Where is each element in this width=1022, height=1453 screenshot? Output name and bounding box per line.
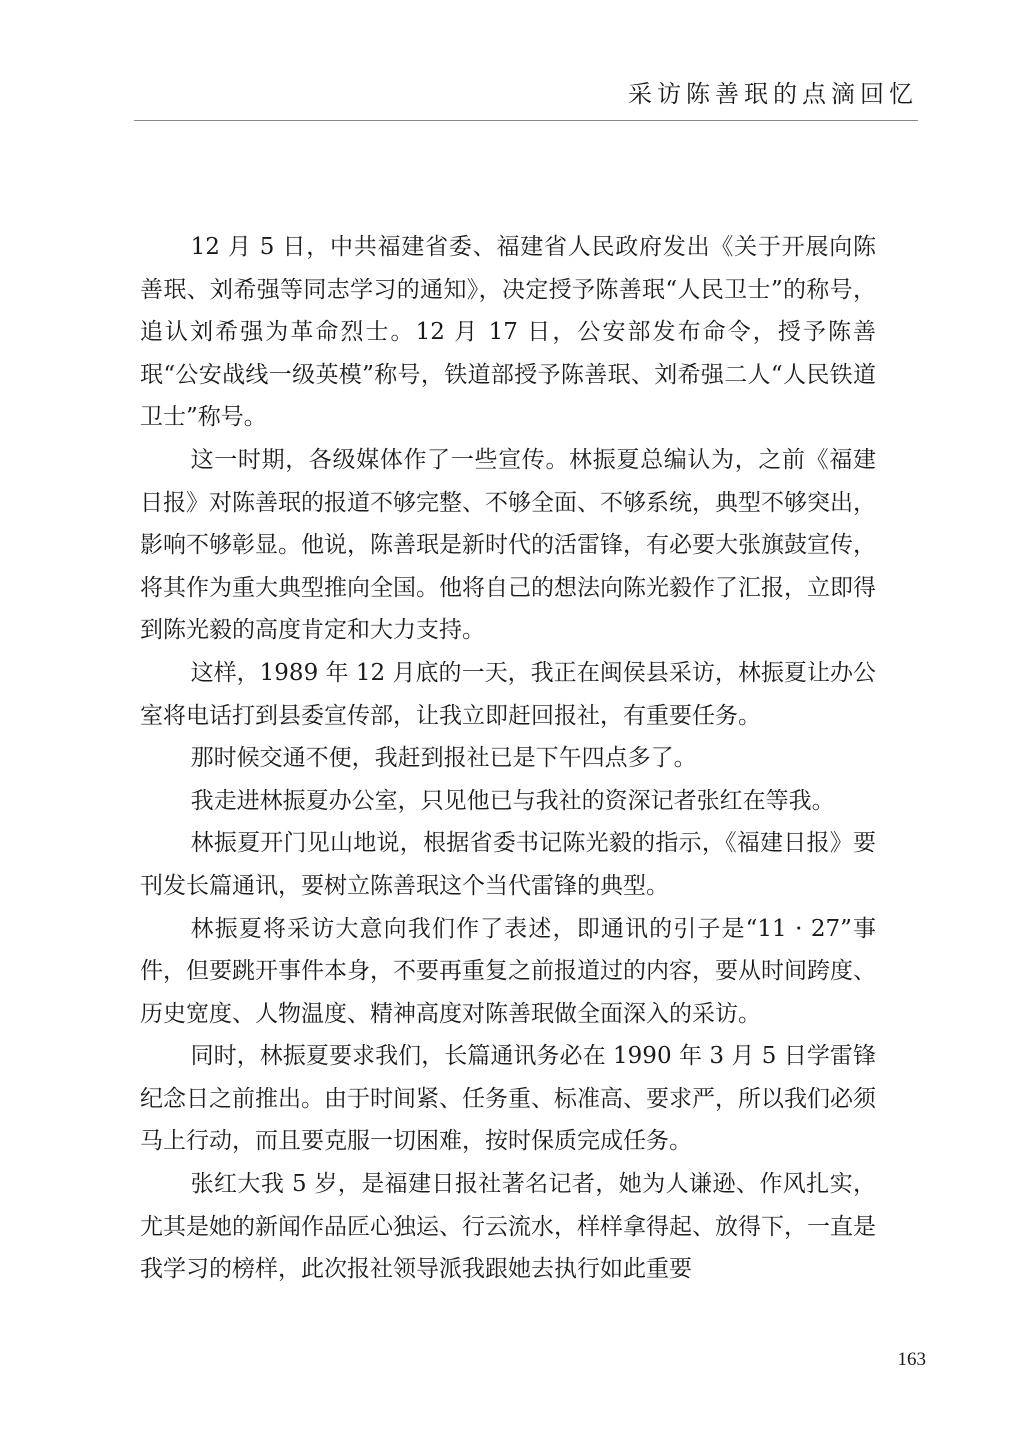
paragraph: 林振夏将采访大意向我们作了表述，即通讯的引子是“11 · 27”事件，但要跳开事件本身，不要再重复之前报道过的内容，要从时间跨度、历史宽度、人物温度、精神高度对陈善珉做全面深入的采访。 [140,915,876,1027]
paragraph: 张红大我 5 岁，是福建日报社著名记者，她为人谦逊、作风扎实，尤其是她的新闻作品匠心独运、行云流水，样样拿得起、放得下，一直是我学习的榜样，此次报社领导派我跟她去执行如此重要 [140,1171,876,1283]
body-text [140,226,876,1291]
paragraph: 那时候交通不便，我赶到报社已是下午四点多了。 [190,745,697,772]
paragraph: 12 月 5 日，中共福建省委、福建省人民政府发出《关于开展向陈善珉、刘希强等同志学习的通知》，决定授予陈善珉“人民卫士”的称号，追认刘希强为革命烈士。12 月 17 日，公安部发布命令，授予陈善珉“公安战线一级英模”称号，铁道部授予陈善珉、刘希强二人“人民铁道卫士”称号。 [140,234,876,431]
page-number: 163 [897,1349,926,1370]
header-divider [134,120,918,121]
paragraph: 同时，林振夏要求我们，长篇通讯务必在 1990 年 3 月 5 日学雷锋纪念日之前推出。由于时间紧、任务重、标准高、要求严，所以我们必须马上行动，而且要克服一切困难，按时保质完成任务。 [140,1043,876,1155]
paragraph: 林振夏开门见山地说，根据省委书记陈光毅的指示，《福建日报》要刊发长篇通讯，要树立陈善珉这个当代雷锋的典型。 [140,830,876,899]
running-header-title: 采访陈善珉的点滴回忆 [628,80,918,108]
paragraph: 我走进林振夏办公室，只见他已与我社的资深记者张红在等我。 [190,787,835,814]
paragraph: 这样，1989 年 12 月底的一天，我正在闽侯县采访，林振夏让办公室将电话打到县委宣传部，让我立即赶回报社，有重要任务。 [140,659,876,729]
paragraph: 这一时期，各级媒体作了一些宣传。林振夏总编认为，之前《福建日报》对陈善珉的报道不够完整、不够全面、不够系统，典型不够突出，影响不够彰显。他说，陈善珉是新时代的活雷锋，有必要大张旗鼓宣传，将其作为重大典型推向全国。他将自己的想法向陈光毅作了汇报，立即得到陈光毅的高度肯定和大力支持。 [140,446,876,644]
